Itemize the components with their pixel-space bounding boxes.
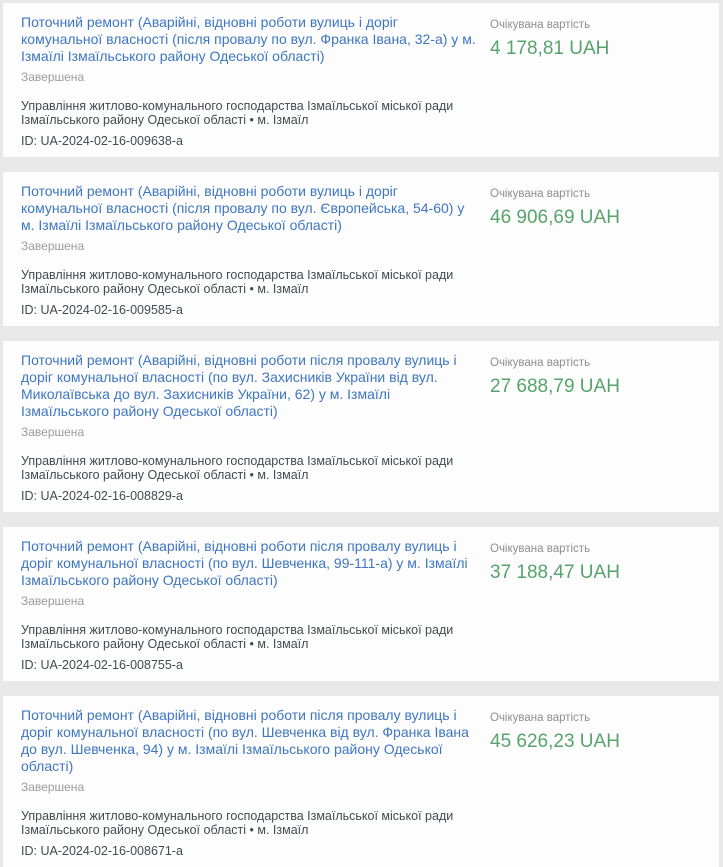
expected-value-label: Очікувана вартість [490, 188, 591, 200]
tender-title-link[interactable]: Поточний ремонт (Аварійні, відновні роботи вулиць і доріг комунальної власності (після провалу по вул. Європейська, 54-60) у м. Ізмаїлі Ізмаїльського району Одеської області) [21, 183, 465, 233]
tender-card [3, 341, 719, 512]
tender-card-value [476, 707, 703, 753]
tender-card-value [476, 183, 703, 229]
tender-card-main [21, 538, 476, 672]
tender-title-link[interactable]: Поточний ремонт (Аварійні, відновні роботи після провалу вулиць і доріг комунальної власності (по вул. Шевченка, 99-111-а) у м. Ізмаїлі Ізмаїльського району Одеської області) [21, 538, 468, 588]
tender-card-value [476, 538, 703, 584]
expected-value-label: Очікувана вартість [490, 543, 591, 555]
tender-status: Завершена [21, 594, 85, 608]
expected-value-label: Очікувана вартість [490, 712, 591, 724]
expected-value-amount: 4 178,81 UAH [490, 38, 610, 59]
tender-title-link[interactable]: Поточний ремонт (Аварійні, відновні роботи вулиць і доріг комунальної власності (після провалу по вул. Франка Івана, 32-а) у м. Ізмаїлі Ізмаїльського району Одеської області) [21, 14, 476, 64]
tender-id-value: UA-2024-02-16-009638-a [40, 134, 183, 148]
tender-organization: Управління житлово-комунального господарства Ізмаїльської міської ради Ізмаїльського району Одеської області • м. Ізмаїл [21, 623, 454, 651]
tender-card-main [21, 707, 476, 858]
expected-value-amount: 46 906,69 UAH [490, 207, 620, 228]
tender-id-prefix: ID: [21, 489, 37, 503]
tender-status: Завершена [21, 425, 85, 439]
tender-status: Завершена [21, 239, 85, 253]
tender-card [3, 172, 719, 326]
tender-id-value: UA-2024-02-16-008829-a [40, 489, 183, 503]
tender-id-prefix: ID: [21, 658, 37, 672]
tender-title-link[interactable]: Поточний ремонт (Аварійні, відновні роботи після провалу вулиць і доріг комунальної власності (по вул. Захисників України від вул. Миколаївська до вул. Захисників України, 62) у м. Ізмаїлі Ізмаїльського району Одеської області) [21, 352, 457, 419]
tender-id-prefix: ID: [21, 134, 37, 148]
tender-card-value [476, 352, 703, 398]
tender-organization: Управління житлово-комунального господарства Ізмаїльської міської ради Ізмаїльського району Одеської області • м. Ізмаїл [21, 268, 454, 296]
tender-card [3, 3, 719, 157]
tender-title-link[interactable]: Поточний ремонт (Аварійні, відновні роботи після провалу вулиць і доріг комунальної власності (по вул. Шевченка від вул. Франка Івана до вул. Шевченка, 94) у м. Ізмаїлі Ізмаїльського району Одеської області) [21, 707, 469, 774]
tender-organization: Управління житлово-комунального господарства Ізмаїльської міської ради Ізмаїльського району Одеської області • м. Ізмаїл [21, 454, 454, 482]
tender-status: Завершена [21, 780, 85, 794]
expected-value-amount: 27 688,79 UAH [490, 376, 620, 397]
tender-card-main [21, 14, 476, 148]
tender-id [21, 489, 476, 503]
tender-organization: Управління житлово-комунального господарства Ізмаїльської міської ради Ізмаїльського району Одеської області • м. Ізмаїл [21, 809, 454, 837]
tender-id [21, 844, 476, 858]
tender-id [21, 303, 476, 317]
tender-card [3, 696, 719, 867]
tender-id [21, 658, 476, 672]
tender-card-main [21, 352, 476, 503]
expected-value-label: Очікувана вартість [490, 19, 591, 31]
tender-id-prefix: ID: [21, 844, 37, 858]
tender-id-prefix: ID: [21, 303, 37, 317]
tender-id-value: UA-2024-02-16-008671-a [40, 844, 183, 858]
tender-id [21, 134, 476, 148]
expected-value-amount: 45 626,23 UAH [490, 731, 620, 752]
expected-value-label: Очікувана вартість [490, 357, 591, 369]
tender-card-value [476, 14, 703, 60]
tender-organization: Управління житлово-комунального господарства Ізмаїльської міської ради Ізмаїльського району Одеської області • м. Ізмаїл [21, 99, 454, 127]
tender-id-value: UA-2024-02-16-009585-a [40, 303, 183, 317]
tender-status: Завершена [21, 70, 85, 84]
tender-card [3, 527, 719, 681]
tender-id-value: UA-2024-02-16-008755-a [40, 658, 183, 672]
expected-value-amount: 37 188,47 UAH [490, 562, 620, 583]
tender-card-main [21, 183, 476, 317]
